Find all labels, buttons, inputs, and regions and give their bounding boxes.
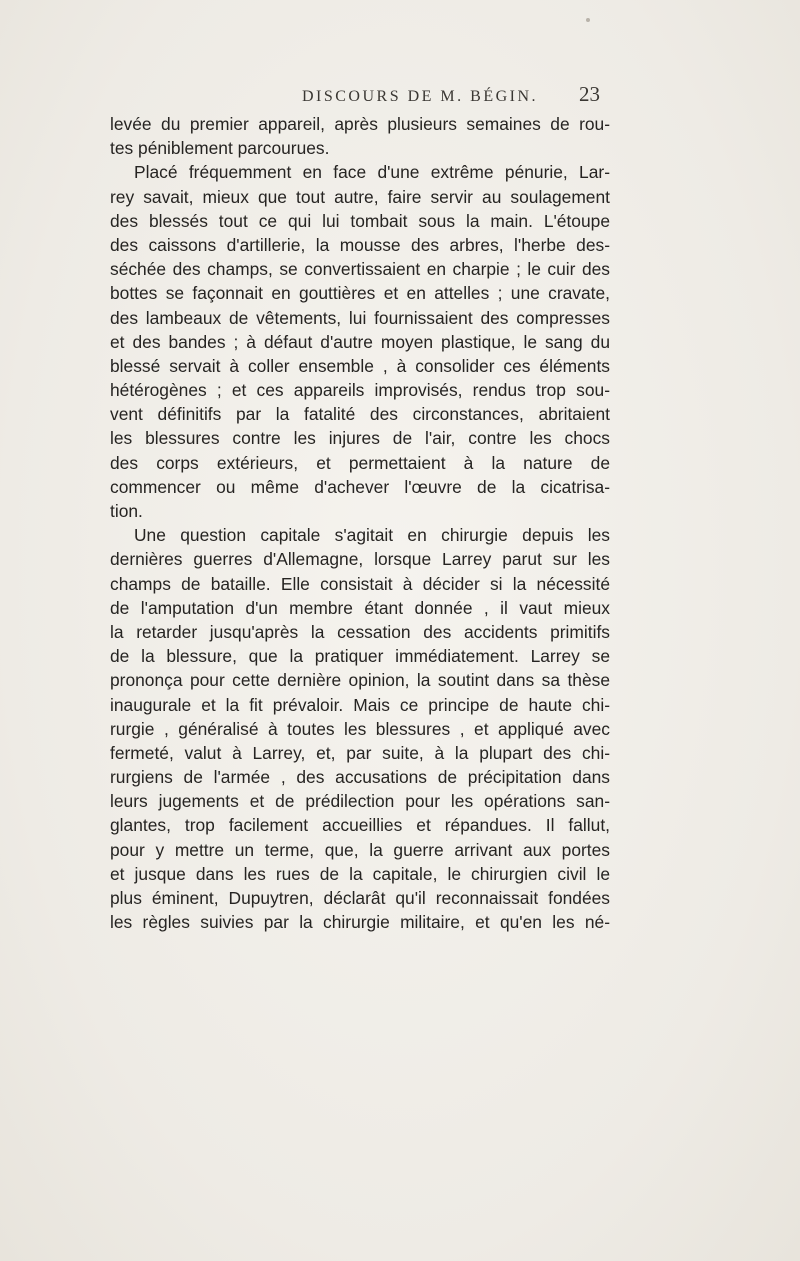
running-title: DISCOURS DE M. BÉGIN. xyxy=(301,88,539,105)
text-line: prononça pour cette dernière opinion, la soutint dans sa thèse xyxy=(110,670,610,691)
text-line: tes péniblement parcourues. xyxy=(110,138,330,159)
text-line: les blessures contre les injures de l'air, contre les chocs xyxy=(110,428,610,449)
text-line: pour y mettre un terme, que, la guerre arrivant aux portes xyxy=(110,839,610,860)
text-line: glantes, trop facilement accueillies et répandues. Il fallut, xyxy=(110,815,610,836)
text-line: rurgie , généralisé à toutes les blessures , et appliqué avec xyxy=(110,718,610,739)
text-line: séchée des champs, se convertissaient en charpie ; le cuir des xyxy=(110,259,610,280)
text-line: rurgiens de l'armée , des accusations de précipitation dans xyxy=(110,767,610,788)
text-line: plus éminent, Dupuytren, déclarât qu'il reconnaissait fondées xyxy=(110,888,610,908)
text-line: et des bandes ; à défaut d'autre moyen plastique, le sang du xyxy=(110,331,610,352)
text-line: la retarder jusqu'après la cessation des accidents primitifs xyxy=(110,621,610,642)
text-line: vent définitifs par la fatalité des circonstances, abritaient xyxy=(110,404,610,425)
text-line: dernières guerres d'Allemagne, lorsque Larrey parut sur les xyxy=(110,549,610,570)
text-line: leurs jugements et de prédilection pour les opérations san- xyxy=(110,791,610,812)
text-line: des caissons d'artillerie, la mousse des arbres, l'herbe des- xyxy=(110,234,610,255)
page-number: 23 xyxy=(579,82,600,106)
text-line: des corps extérieurs, et permettaient à la nature de xyxy=(110,452,610,473)
text-line: blessé servait à coller ensemble , à consolider ces éléments xyxy=(110,355,610,376)
text-line: bottes se façonnait en gouttières et en attelles ; une cravate, xyxy=(110,283,610,304)
paragraph-start-line: Placé fréquemment en face d'une extrême pénurie, Lar- xyxy=(134,162,610,183)
text-line: commencer ou même d'achever l'œuvre de la cicatrisa- xyxy=(110,476,610,497)
text-line: fermeté, valut à Larrey, et, par suite, à la plupart des chi- xyxy=(110,742,610,763)
text-line: des lambeaux de vêtements, lui fournissaient des compresses xyxy=(110,307,610,328)
text-line: champs de bataille. Elle consistait à décider si la nécessité xyxy=(110,573,610,594)
text-line: des blessés tout ce qui lui tombait sous la main. L'étoupe xyxy=(110,210,610,231)
paper-speck xyxy=(586,18,590,22)
paragraph-start-line: Une question capitale s'agitait en chirurgie depuis les xyxy=(134,525,610,546)
text-line: les règles suivies par la chirurgie militaire, et qu'en les né- xyxy=(110,912,610,933)
text-line: tion. xyxy=(110,501,143,521)
body-text xyxy=(110,112,610,934)
text-line: levée du premier appareil, après plusieurs semaines de rou- xyxy=(110,114,610,134)
text-line: inaugurale et la fit prévaloir. Mais ce principe de haute chi- xyxy=(110,694,610,715)
text-line: de la blessure, que la pratiquer immédiatement. Larrey se xyxy=(110,646,610,667)
text-line: rey savait, mieux que tout autre, faire servir au soulagement xyxy=(110,186,610,207)
text-line: de l'amputation d'un membre étant donnée , il vaut mieux xyxy=(110,597,610,618)
text-line: hétérogènes ; et ces appareils improvisés, rendus trop sou- xyxy=(110,380,610,401)
text-line: et jusque dans les rues de la capitale, le chirurgien civil le xyxy=(110,863,610,884)
